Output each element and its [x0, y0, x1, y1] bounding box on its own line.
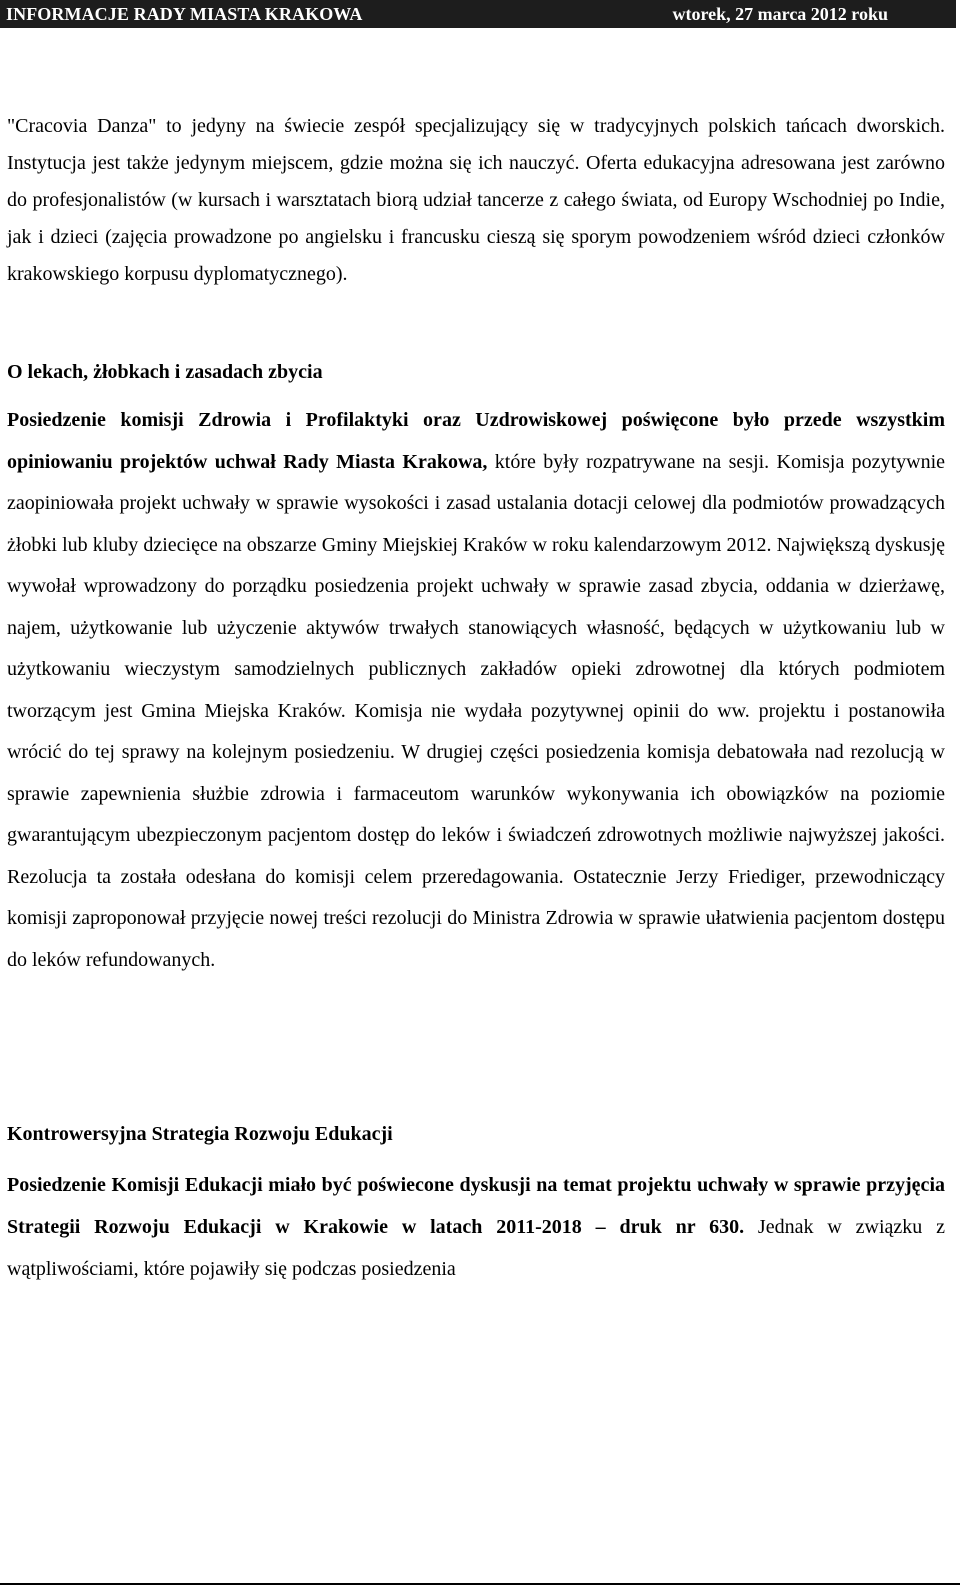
header-title: INFORMACJE RADY MIASTA KRAKOWA: [6, 4, 363, 24]
section-paragraph-education: [7, 1164, 945, 1290]
paragraph-body: Jednak w związku z wątpliwościami, które pojawiły się podczas posiedzenia: [7, 1216, 945, 1280]
document-body: [7, 108, 945, 1290]
intro-paragraph: "Cracovia Danza" to jedyny na świecie zespół specjalizujący się w tradycyjnych polskich tańcach dworskich. Instytucja jest także jedynym miejscem, gdzie można się ich nauczyć. Oferta edukacyjna adresowana jest zarówno do profesjonalistów (w kursach i warsztatach biorą udział tancerze z całego świata, od Europy Wschodniej po Indie, jak i dzieci (zajęcia prowadzone po angielsku i francusku cieszą się sporym powodzeniem wśród dzieci członków krakowskiego korpusu dyplomatycznego).: [7, 115, 945, 285]
section-heading-education: Kontrowersyjna Strategia Rozwoju Edukacji: [7, 1123, 393, 1145]
document-header: [0, 0, 956, 28]
paragraph-lead: Posiedzenie Komisji Edukacji miało być poświecone dyskusji na temat projektu uchwały w sprawie przyjęcia Strategii Rozwoju Edukacji w Krakowie w latach 2011-2018 – druk nr 630.: [7, 1174, 945, 1238]
section-heading-health: O lekach, żłobkach i zasadach zbycia: [7, 361, 323, 383]
section-paragraph-health: [7, 400, 945, 981]
paragraph-body: które były rozpatrywane na sesji. Komisja pozytywnie zaopiniowała projekt uchwały w sprawie wysokości i zasad ustalania dotacji celowej dla podmiotów prowadzących żłobki lub kluby dziecięce na obszarze Gminy Miejskiej Kraków w roku kalendarzowym 2012. Największą dyskusję wywołał wprowadzony do porządku posiedzenia projekt uchwały w sprawie zasad zbycia, oddania w dzierżawę, najem, użytkowanie lub użyczenie aktywów trwałych stanowiących własność, będących w użytkowaniu lub w użytkowaniu wieczystym samodzielnych publicznych zakładów opieki zdrowotnej dla których podmiotem tworzącym jest Gmina Miejska Kraków. Komisja nie wydała pozytywnej opinii do ww. projektu i postanowiła wrócić do tej sprawy na kolejnym posiedzeniu. W drugiej części posiedzenia komisja debatowała nad rezolucją w sprawie zapewnienia służbie zdrowia i farmaceutom warunków wykonywania ich obowiązków na poziomie gwarantującym ubezpieczonym pacjentom dostęp do leków i świadczeń zdrowotnych możliwie najwyższej jakości. Rezolucja ta została odesłana do komisji celem przeredagowania. Ostatecznie Jerzy Friediger, przewodniczący komisji zaproponował przyjęcie nowej treści rezolucji do Ministra Zdrowia w sprawie ułatwienia pacjentom dostępu do leków refundowanych.: [7, 450, 945, 971]
page-bottom-rule: [0, 1583, 960, 1585]
paragraph-lead: Posiedzenie komisji Zdrowia i Profilaktyki oraz Uzdrowiskowej poświęcone było przede wszystkim opiniowaniu projektów uchwał Rady Miasta Krakowa,: [7, 409, 945, 473]
header-date: wtorek, 27 marca 2012 roku: [672, 4, 888, 24]
